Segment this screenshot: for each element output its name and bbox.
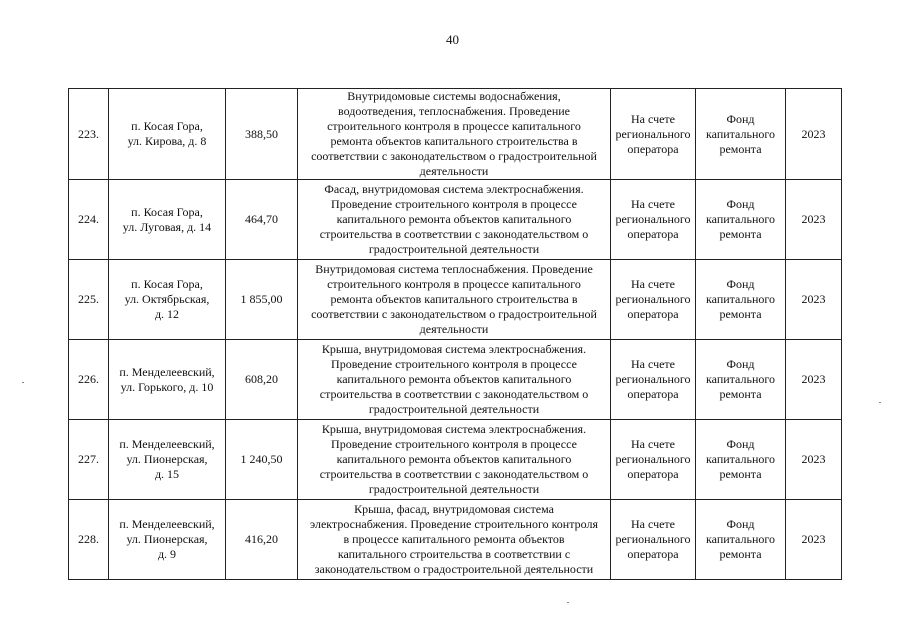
works-cell: Крыша, внутридомовая система электроснабжения. Проведение строительного контроля в процессе капитального ремонта объектов капитального строительства в соответствии с законодательством о градостроительной деятельности — [298, 340, 611, 420]
scan-speck — [879, 402, 881, 403]
year-cell: 2023 — [786, 180, 842, 260]
account-cell: На счете регионального оператора — [611, 340, 696, 420]
table-row — [69, 89, 842, 180]
row-number: 227. — [69, 420, 109, 500]
fund-cell: Фонд капитального ремонта — [696, 180, 786, 260]
year-cell: 2023 — [786, 500, 842, 580]
area-cell: 608,20 — [226, 340, 298, 420]
row-number: 223. — [69, 89, 109, 180]
works-cell: Крыша, внутридомовая система электроснабжения. Проведение строительного контроля в процессе капитального ремонта объектов капитального строительства в соответствии с законодательством о градостроительной деятельности — [298, 420, 611, 500]
address-cell: п. Косая Гора, ул. Луговая, д. 14 — [109, 180, 226, 260]
area-cell: 464,70 — [226, 180, 298, 260]
row-number: 226. — [69, 340, 109, 420]
fund-cell: Фонд капитального ремонта — [696, 260, 786, 340]
works-cell: Внутридомовые системы водоснабжения, водоотведения, теплоснабжения. Проведение строительного контроля в процессе капитального ремонта объектов капитального строительства в соответствии с законодательством о градостроительной деятельности — [298, 89, 611, 180]
address-cell: п. Косая Гора, ул. Октябрьская, д. 12 — [109, 260, 226, 340]
area-cell: 1 240,50 — [226, 420, 298, 500]
table-row — [69, 420, 842, 500]
table-row — [69, 500, 842, 580]
table-row — [69, 260, 842, 340]
works-cell: Фасад, внутридомовая система электроснабжения. Проведение строительного контроля в процессе капитального ремонта объектов капитального строительства в соответствии с законодательством о градостроительной деятельности — [298, 180, 611, 260]
address-cell: п. Менделеевский, ул. Пионерская, д. 9 — [109, 500, 226, 580]
fund-cell: Фонд капитального ремонта — [696, 420, 786, 500]
year-cell: 2023 — [786, 260, 842, 340]
address-cell: п. Косая Гора, ул. Кирова, д. 8 — [109, 89, 226, 180]
address-cell: п. Менделеевский, ул. Пионерская, д. 15 — [109, 420, 226, 500]
row-number: 228. — [69, 500, 109, 580]
page-number: 40 — [446, 32, 459, 47]
area-cell: 416,20 — [226, 500, 298, 580]
capital-repair-table — [68, 88, 842, 580]
scan-speck — [22, 382, 24, 383]
row-number: 224. — [69, 180, 109, 260]
row-number: 225. — [69, 260, 109, 340]
fund-cell: Фонд капитального ремонта — [696, 500, 786, 580]
table-row — [69, 180, 842, 260]
account-cell: На счете регионального оператора — [611, 260, 696, 340]
scan-speck — [567, 602, 569, 603]
area-cell: 1 855,00 — [226, 260, 298, 340]
account-cell: На счете регионального оператора — [611, 420, 696, 500]
area-cell: 388,50 — [226, 89, 298, 180]
table-row — [69, 340, 842, 420]
account-cell: На счете регионального оператора — [611, 89, 696, 180]
year-cell: 2023 — [786, 340, 842, 420]
year-cell: 2023 — [786, 89, 842, 180]
account-cell: На счете регионального оператора — [611, 500, 696, 580]
works-cell: Внутридомовая система теплоснабжения. Проведение строительного контроля в процессе капитального ремонта объектов капитального строительства в соответствии с законодательством о градостроительной деятельности — [298, 260, 611, 340]
account-cell: На счете регионального оператора — [611, 180, 696, 260]
address-cell: п. Менделеевский, ул. Горького, д. 10 — [109, 340, 226, 420]
fund-cell: Фонд капитального ремонта — [696, 340, 786, 420]
works-cell: Крыша, фасад, внутридомовая система электроснабжения. Проведение строительного контроля в процессе капитального ремонта объектов капитального строительства в соответствии с законодательством о градостроительной деятельности — [298, 500, 611, 580]
year-cell: 2023 — [786, 420, 842, 500]
fund-cell: Фонд капитального ремонта — [696, 89, 786, 180]
